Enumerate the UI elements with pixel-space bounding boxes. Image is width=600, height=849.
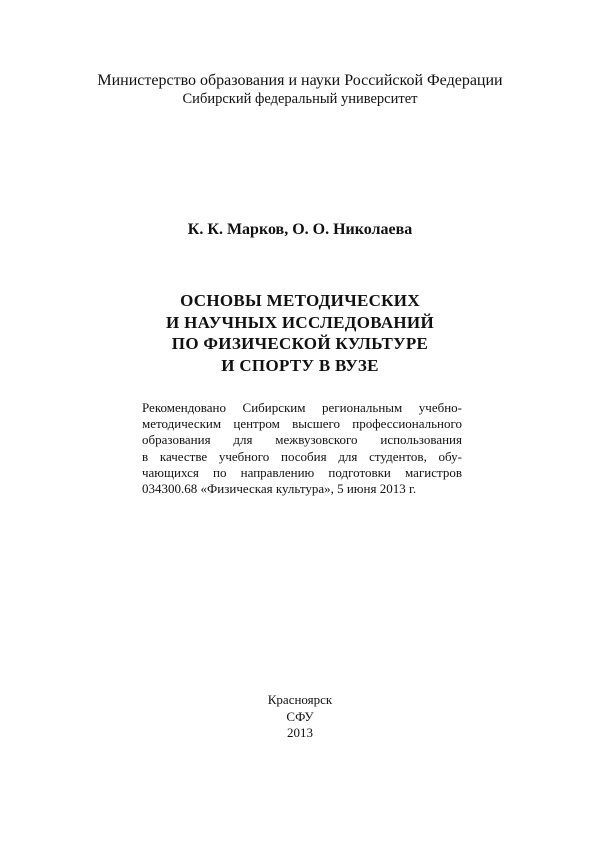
title-line: ОСНОВЫ МЕТОДИЧЕСКИХ [180, 291, 420, 310]
title-line: ПО ФИЗИЧЕСКОЙ КУЛЬТУРЕ [171, 334, 429, 353]
title-line: И НАУЧНЫХ ИССЛЕДОВАНИЙ [166, 312, 434, 332]
book-title [60, 290, 540, 376]
imprint-city: Красноярск [267, 692, 333, 707]
recommendation-line: 034300.68 «Физическая культура», 5 июня 2013 г. [142, 481, 417, 497]
recommendation-line: чающихся по направлению подготовки магистров [142, 464, 462, 480]
ministry-name: Министерство образования и науки Российской Федерации [97, 72, 503, 89]
authors: К. К. Марков, О. О. Николаева [187, 221, 413, 238]
imprint [0, 692, 600, 742]
recommendation-line: методическим центром высшего профессионального [142, 416, 462, 432]
recommendation-line: в качестве учебного пособия для студентов, обу- [142, 448, 462, 464]
recommendation-line: Рекомендовано Сибирским региональным учебно- [142, 400, 462, 415]
imprint-publisher: СФУ [286, 708, 314, 724]
recommendation-text [142, 400, 462, 497]
recommendation-line: образования для межвузовского использования [142, 432, 462, 448]
title-line: И СПОРТУ В ВУЗЕ [221, 355, 379, 375]
university-name: Сибирский федеральный университет [182, 91, 418, 107]
imprint-year: 2013 [287, 725, 313, 740]
